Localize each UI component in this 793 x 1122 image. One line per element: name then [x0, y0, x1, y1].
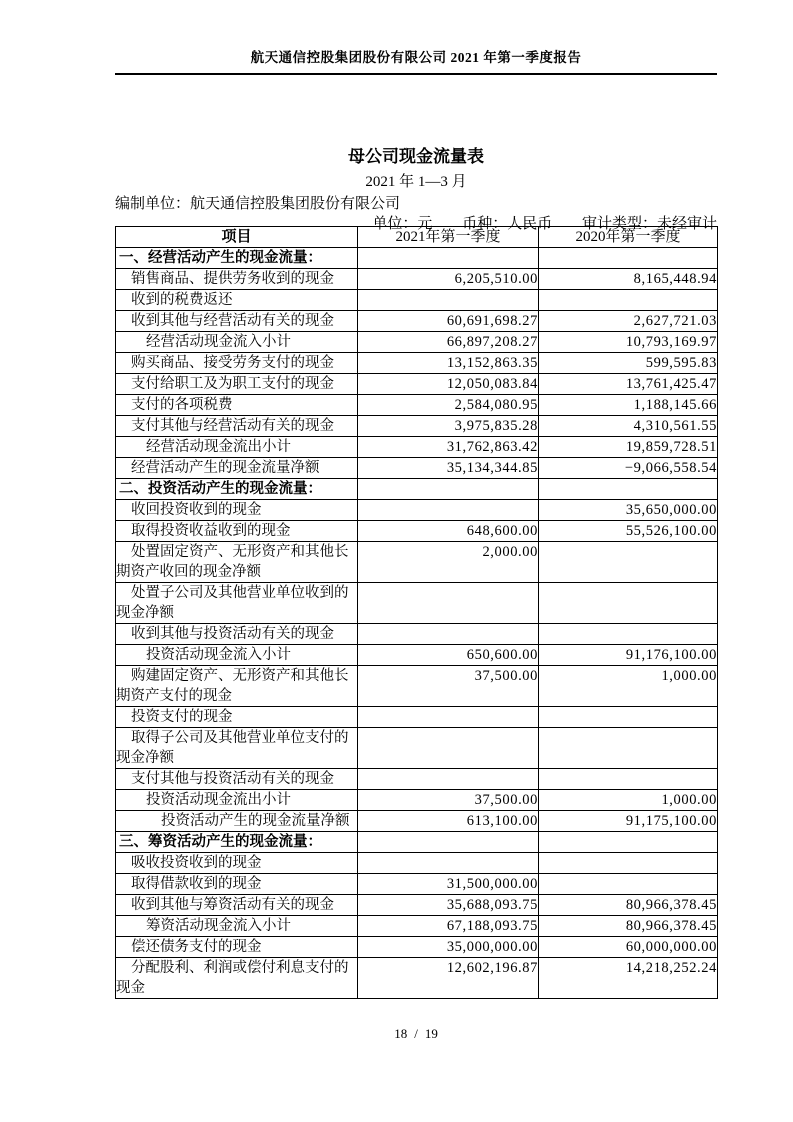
currency-label: 币种：: [462, 216, 508, 232]
row-item-label: 购买商品、接受劳务支付的现金: [116, 353, 358, 374]
table-row: [116, 583, 718, 624]
row-item-label: 支付的各项税费: [116, 395, 358, 416]
value-2020-q1: 10,793,169.97: [539, 332, 718, 353]
value-2020-q1: 2,627,721.03: [539, 311, 718, 332]
value-2021-q1: 35,000,000.00: [358, 937, 539, 958]
table-row: [116, 874, 718, 895]
value-2020-q1: 55,526,100.00: [539, 521, 718, 542]
table-row: [116, 290, 718, 311]
value-2021-q1: 613,100.00: [358, 811, 539, 832]
value-2021-q1: 6,205,510.00: [358, 269, 539, 290]
value-2020-q1: 19,859,728.51: [539, 437, 718, 458]
section-row: [116, 248, 718, 269]
currency-value: 人民币: [507, 216, 553, 232]
value-2020-q1: 91,175,100.00: [539, 811, 718, 832]
value-2020-q1: 14,218,252.24: [539, 958, 718, 999]
value-2021-q1: 37,500.00: [358, 790, 539, 811]
value-2021-q1: 66,897,208.27: [358, 332, 539, 353]
value-2020-q1: 80,966,378.45: [539, 895, 718, 916]
row-item-label: 取得投资收益收到的现金: [116, 521, 358, 542]
value-2021-q1: [358, 853, 539, 874]
value-2021-q1: 60,691,698.27: [358, 311, 539, 332]
row-item-label: 二、投资活动产生的现金流量：: [116, 479, 358, 500]
table-row: [116, 958, 718, 999]
row-item-label: 支付其他与投资活动有关的现金: [116, 769, 358, 790]
table-row: [116, 311, 718, 332]
value-2021-q1: [358, 707, 539, 728]
table-row: [116, 916, 718, 937]
page-header: [115, 46, 717, 75]
table-row: [116, 937, 718, 958]
value-2020-q1: [539, 769, 718, 790]
table-row: [116, 707, 718, 728]
page-footer: [115, 1026, 717, 1042]
unit-label: 单位：: [372, 216, 418, 232]
value-2021-q1: 13,152,863.35: [358, 353, 539, 374]
table-row: [116, 395, 718, 416]
table-row: [116, 895, 718, 916]
row-item-label: 支付给职工及为职工支付的现金: [116, 374, 358, 395]
prepared-by-value: 航天通信控股集团股份有限公司: [190, 196, 401, 212]
row-item-label: 筹资活动现金流入小计: [116, 916, 358, 937]
table-row: [116, 811, 718, 832]
value-2021-q1: [358, 832, 539, 853]
row-item-label: 取得子公司及其他营业单位支付的现金净额: [116, 728, 358, 769]
row-item-label: 投资活动现金流入小计: [116, 645, 358, 666]
value-2021-q1: 37,500.00: [358, 666, 539, 707]
table-row: [116, 666, 718, 707]
statement-period: 2021 年 1—3 月: [365, 174, 467, 190]
value-2021-q1: [358, 583, 539, 624]
value-2021-q1: 35,134,344.85: [358, 458, 539, 479]
section-row: [116, 479, 718, 500]
row-item-label: 取得借款收到的现金: [116, 874, 358, 895]
value-2021-q1: 12,602,196.87: [358, 958, 539, 999]
cash-flow-table: [115, 226, 718, 999]
row-item-label: 投资活动产生的现金流量净额: [116, 811, 358, 832]
row-item-label: 购建固定资产、无形资产和其他长期资产支付的现金: [116, 666, 358, 707]
table-row: [116, 645, 718, 666]
value-2020-q1: [539, 583, 718, 624]
table-row: [116, 790, 718, 811]
row-item-label: 偿还债务支付的现金: [116, 937, 358, 958]
table-row: [116, 416, 718, 437]
table-row: [116, 353, 718, 374]
cashflow-table-body: [116, 248, 718, 999]
table-row: [116, 458, 718, 479]
table-row: [116, 624, 718, 645]
value-2021-q1: 35,688,093.75: [358, 895, 539, 916]
row-item-label: 一、经营活动产生的现金流量：: [116, 248, 358, 269]
value-2020-q1: 35,650,000.00: [539, 500, 718, 521]
row-item-label: 收到其他与投资活动有关的现金: [116, 624, 358, 645]
row-item-label: 吸收投资收到的现金: [116, 853, 358, 874]
audit-type-value: 未经审计: [656, 216, 717, 232]
value-2020-q1: [539, 832, 718, 853]
row-item-label: 收到其他与经营活动有关的现金: [116, 311, 358, 332]
unit-value: 元: [417, 216, 433, 232]
value-2021-q1: [358, 728, 539, 769]
prepared-by-label: 编制单位：: [115, 196, 191, 212]
table-row: [116, 374, 718, 395]
row-item-label: 经营活动现金流入小计: [116, 332, 358, 353]
value-2020-q1: [539, 624, 718, 645]
table-row: [116, 521, 718, 542]
value-2021-q1: 648,600.00: [358, 521, 539, 542]
prepared-by-line: [115, 192, 717, 213]
value-2020-q1: 91,176,100.00: [539, 645, 718, 666]
value-2020-q1: 1,000.00: [539, 666, 718, 707]
value-2020-q1: [539, 248, 718, 269]
value-2021-q1: 67,188,093.75: [358, 916, 539, 937]
audit-type-label: 审计类型：: [581, 216, 657, 232]
row-item-label: 收到其他与筹资活动有关的现金: [116, 895, 358, 916]
value-2021-q1: [358, 248, 539, 269]
value-2020-q1: [539, 874, 718, 895]
table-row: [116, 769, 718, 790]
value-2021-q1: [358, 500, 539, 521]
value-2021-q1: [358, 290, 539, 311]
row-item-label: 三、筹资活动产生的现金流量：: [116, 832, 358, 853]
row-item-label: 收回投资收到的现金: [116, 500, 358, 521]
table-row: [116, 853, 718, 874]
page-number-separator: /: [414, 1026, 418, 1041]
value-2020-q1: 13,761,425.47: [539, 374, 718, 395]
row-item-label: 投资活动现金流出小计: [116, 790, 358, 811]
value-2020-q1: [539, 853, 718, 874]
row-item-label: 处置固定资产、无形资产和其他长期资产收回的现金净额: [116, 542, 358, 583]
row-item-label: 经营活动现金流出小计: [116, 437, 358, 458]
table-row: [116, 500, 718, 521]
table-row: [116, 728, 718, 769]
table-row: [116, 437, 718, 458]
table-header-row: [116, 227, 718, 248]
value-2020-q1: 80,966,378.45: [539, 916, 718, 937]
value-2020-q1: [539, 542, 718, 583]
column-header-2020-q1: 2020年第一季度: [539, 227, 718, 248]
value-2020-q1: 8,165,448.94: [539, 269, 718, 290]
value-2021-q1: 12,050,083.84: [358, 374, 539, 395]
value-2020-q1: [539, 728, 718, 769]
row-item-label: 销售商品、提供劳务收到的现金: [116, 269, 358, 290]
value-2020-q1: [539, 707, 718, 728]
value-2021-q1: [358, 479, 539, 500]
value-2021-q1: 2,584,080.95: [358, 395, 539, 416]
value-2021-q1: 31,500,000.00: [358, 874, 539, 895]
value-2021-q1: [358, 624, 539, 645]
table-row: [116, 269, 718, 290]
report-header-title: 航天通信控股集团股份有限公司 2021 年第一季度报告: [250, 50, 582, 65]
value-2021-q1: 2,000.00: [358, 542, 539, 583]
value-2020-q1: −9,066,558.54: [539, 458, 718, 479]
column-header-2021-q1: 2021年第一季度: [358, 227, 539, 248]
row-item-label: 经营活动产生的现金流量净额: [116, 458, 358, 479]
value-2021-q1: 3,975,835.28: [358, 416, 539, 437]
value-2020-q1: 1,000.00: [539, 790, 718, 811]
value-2020-q1: [539, 479, 718, 500]
page-number-total: 19: [424, 1026, 438, 1041]
value-2020-q1: 4,310,561.55: [539, 416, 718, 437]
row-item-label: 收到的税费返还: [116, 290, 358, 311]
row-item-label: 投资支付的现金: [116, 707, 358, 728]
page-number-current: 18: [394, 1026, 408, 1041]
value-2020-q1: 1,188,145.66: [539, 395, 718, 416]
statement-title: 母公司现金流量表: [348, 147, 484, 166]
value-2020-q1: 599,595.83: [539, 353, 718, 374]
table-row: [116, 542, 718, 583]
column-header-item: 项目: [116, 227, 358, 248]
row-item-label: 分配股利、利润或偿付利息支付的现金: [116, 958, 358, 999]
row-item-label: 处置子公司及其他营业单位收到的现金净额: [116, 583, 358, 624]
row-item-label: 支付其他与经营活动有关的现金: [116, 416, 358, 437]
table-row: [116, 332, 718, 353]
value-2021-q1: [358, 769, 539, 790]
section-row: [116, 832, 718, 853]
value-2020-q1: [539, 290, 718, 311]
value-2021-q1: 31,762,863.42: [358, 437, 539, 458]
value-2021-q1: 650,600.00: [358, 645, 539, 666]
value-2020-q1: 60,000,000.00: [539, 937, 718, 958]
